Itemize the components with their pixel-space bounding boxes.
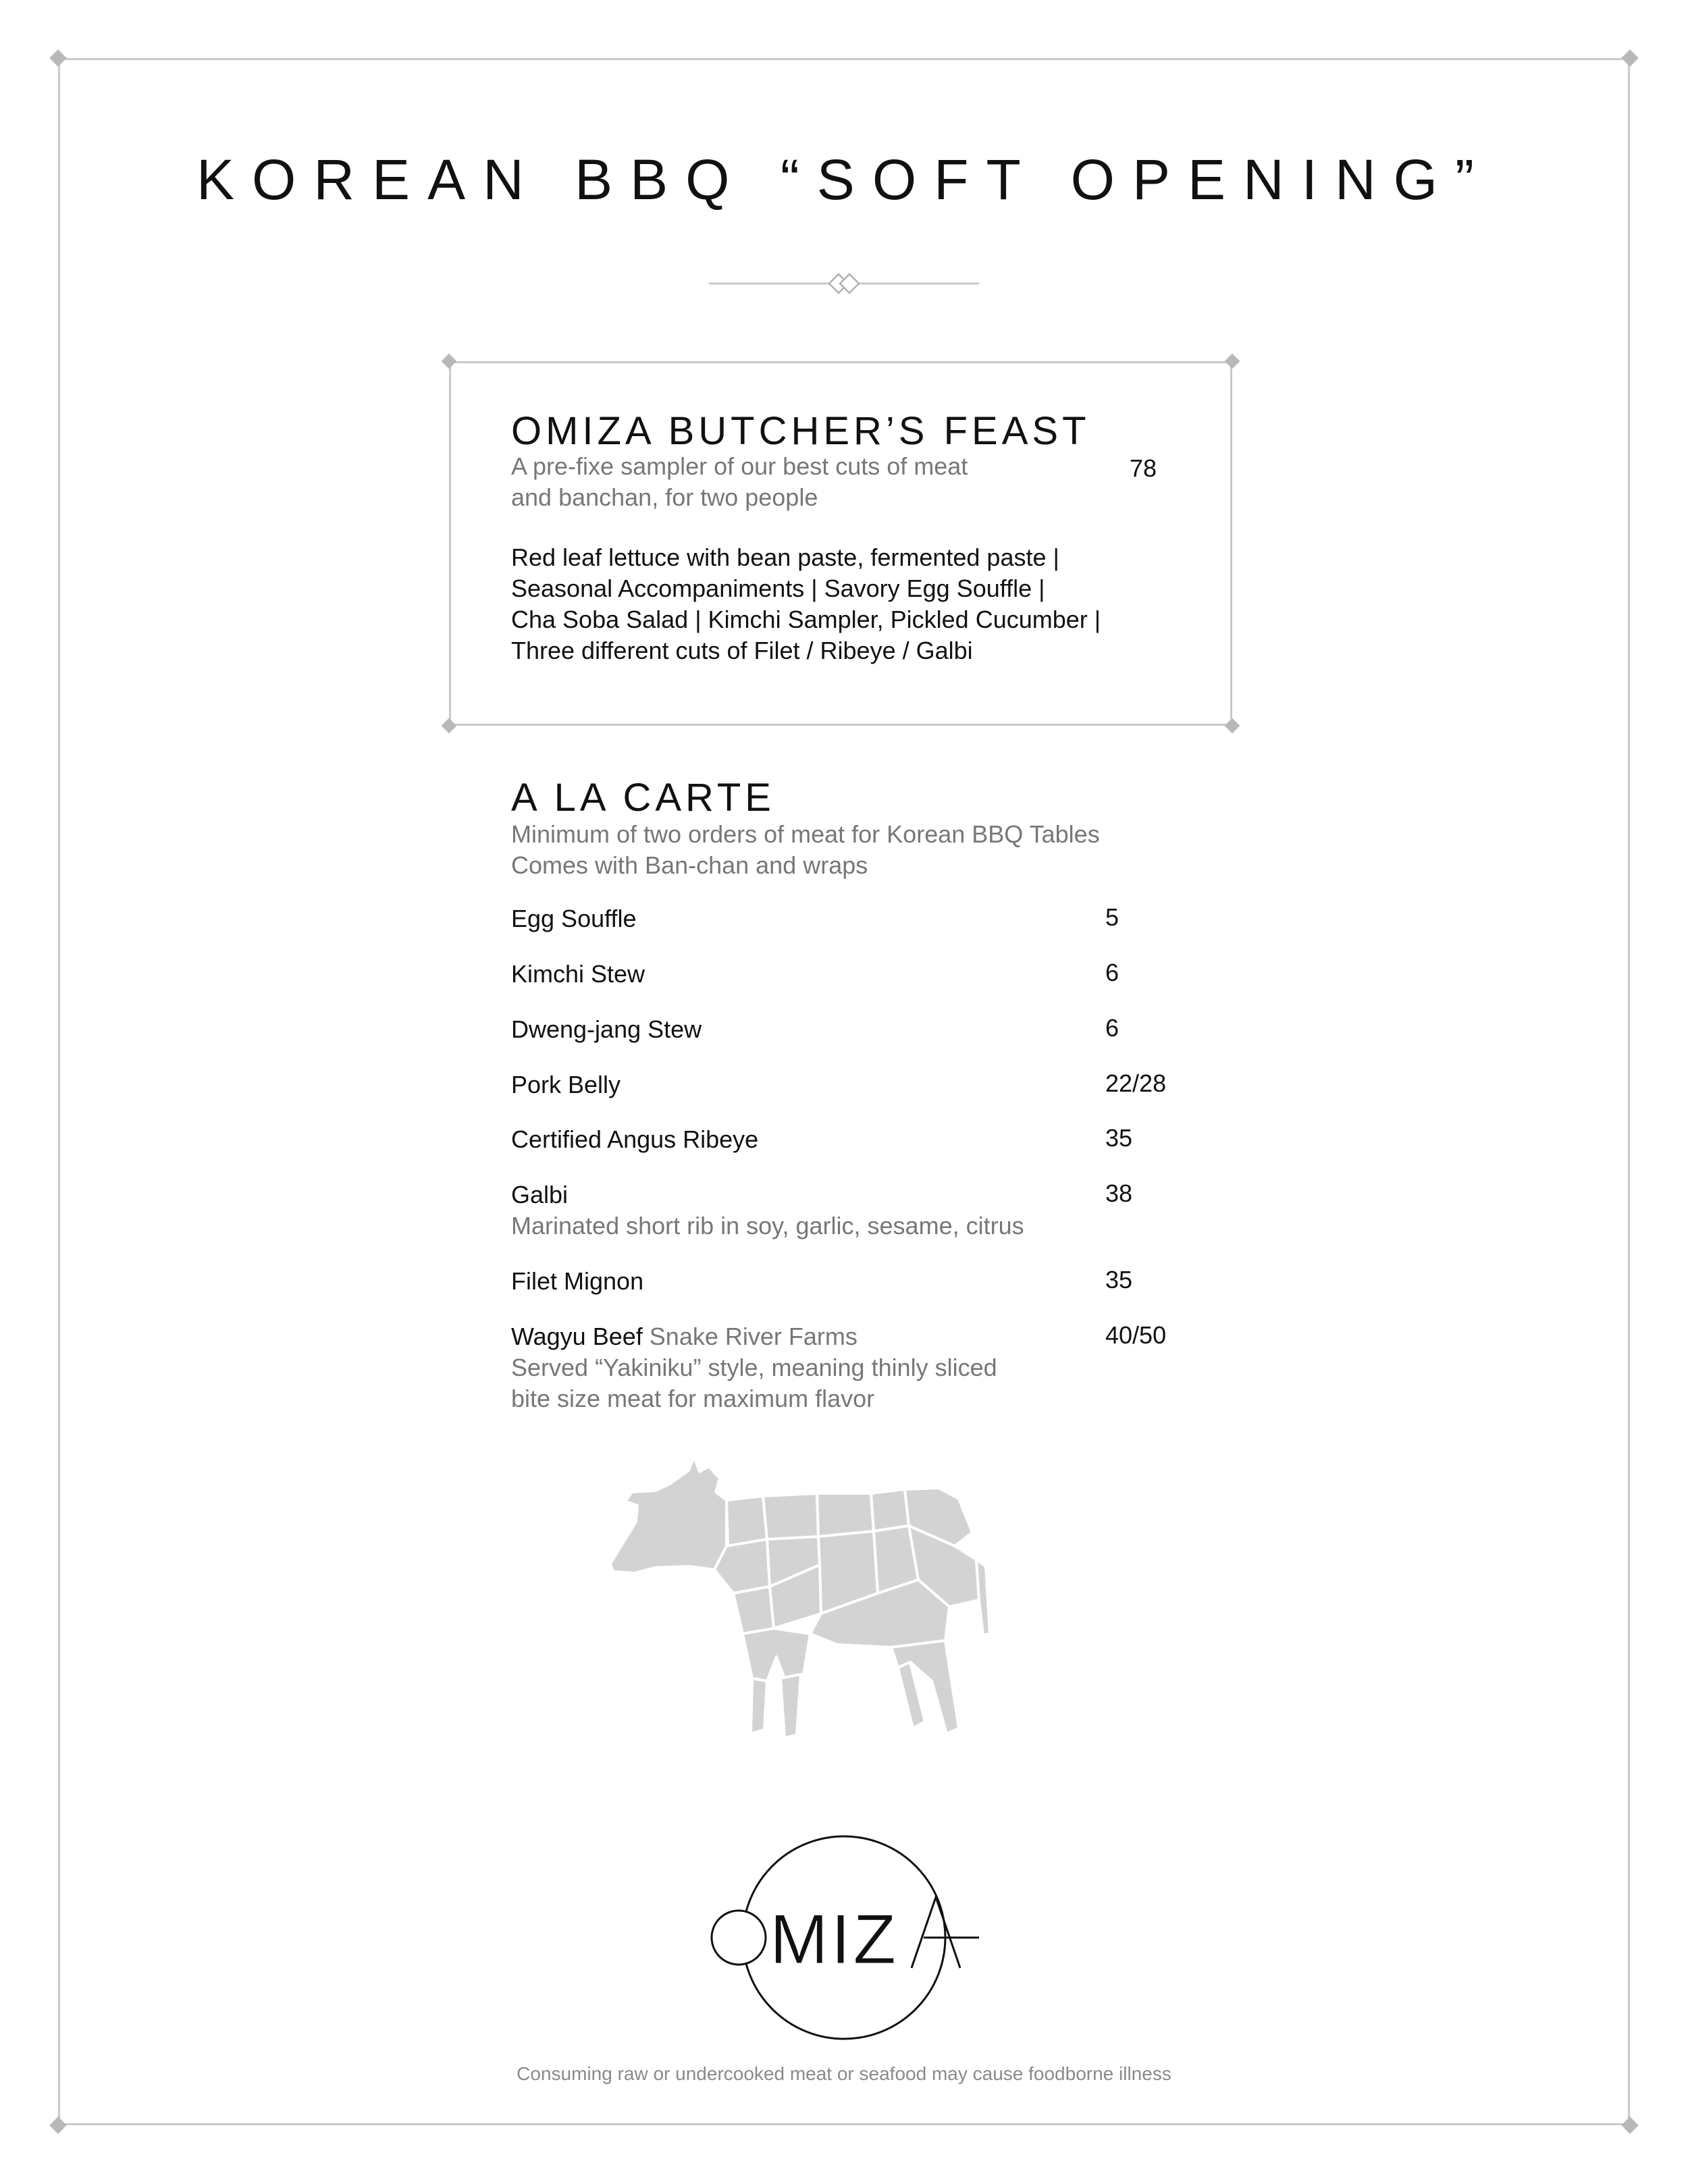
menu-item-price: 22/28 bbox=[1105, 1069, 1167, 1097]
feast-description-line: and banchan, for two people bbox=[511, 483, 818, 511]
menu-item-price: 35 bbox=[1105, 1124, 1133, 1152]
feast-description-line: A pre-fixe sampler of our best cuts of meat bbox=[511, 452, 968, 480]
menu-item-name: Pork Belly bbox=[511, 1071, 621, 1098]
feast-courses bbox=[511, 542, 1101, 666]
menu-item-name: Certified Angus Ribeye bbox=[511, 1125, 759, 1153]
feast-description bbox=[511, 451, 968, 513]
feast-price: 78 bbox=[1130, 454, 1157, 482]
feast-course-line: Cha Soba Salad | Kimchi Sampler, Pickled Cucumber | bbox=[511, 606, 1101, 633]
menu-item-price: 35 bbox=[1105, 1266, 1133, 1294]
menu-item-name: Wagyu Beef bbox=[511, 1323, 643, 1350]
menu-item-angus-ribeye bbox=[511, 1124, 1186, 1155]
feast-course-line: Seasonal Accompaniments | Savory Egg Souffle | bbox=[511, 575, 1045, 602]
menu-item-name: Filet Mignon bbox=[511, 1267, 644, 1295]
menu-item-price: 5 bbox=[1105, 903, 1119, 931]
menu-item-price: 40/50 bbox=[1105, 1321, 1167, 1349]
menu-item-price: 6 bbox=[1105, 959, 1119, 986]
menu-item-wagyu-beef bbox=[511, 1321, 1186, 1414]
menu-title: KOREAN BBQ “SOFT OPENING” bbox=[196, 148, 1492, 211]
menu-item-name: Galbi bbox=[511, 1181, 569, 1208]
omiza-logo bbox=[709, 1830, 979, 2046]
menu-item-dweng-jang-stew bbox=[511, 1014, 1186, 1045]
menu-item-egg-souffle bbox=[511, 903, 1186, 934]
menu-item-description: bite size meat for maximum flavor bbox=[511, 1385, 875, 1412]
menu-item-kimchi-stew bbox=[511, 959, 1186, 990]
menu-item-name-note: Snake River Farms bbox=[649, 1323, 858, 1350]
menu-item-filet-mignon bbox=[511, 1266, 1186, 1297]
menu-item-name: Kimchi Stew bbox=[511, 960, 645, 988]
menu-item-description: Served “Yakiniku” style, meaning thinly sliced bbox=[511, 1354, 997, 1381]
cow-cuts-illustration bbox=[608, 1451, 1013, 1762]
menu-item-name: Egg Souffle bbox=[511, 905, 637, 932]
menu-item-price: 6 bbox=[1105, 1014, 1119, 1042]
feast-course-line: Red leaf lettuce with bean paste, fermented paste | bbox=[511, 543, 1059, 571]
a-la-carte-description bbox=[511, 819, 1100, 881]
food-safety-disclaimer: Consuming raw or undercooked meat or seafood may cause foodborne illness bbox=[517, 2063, 1171, 2084]
menu-item-name: Dweng-jang Stew bbox=[511, 1015, 702, 1043]
a-la-carte-description-line: Minimum of two orders of meat for Korean BBQ Tables bbox=[511, 820, 1100, 848]
menu-item-galbi bbox=[511, 1179, 1186, 1242]
menu-item-pork-belly bbox=[511, 1069, 1186, 1100]
title-divider-ornament bbox=[709, 267, 979, 300]
feast-course-line: Three different cuts of Filet / Ribeye / Galbi bbox=[511, 637, 973, 664]
a-la-carte-description-line: Comes with Ban-chan and wraps bbox=[511, 851, 868, 879]
svg-text:MIZ: MIZ bbox=[770, 1900, 899, 1979]
feast-heading: OMIZA BUTCHER’S FEAST bbox=[511, 409, 1090, 453]
menu-item-price: 38 bbox=[1105, 1179, 1133, 1207]
menu-item-description: Marinated short rib in soy, garlic, sesame, citrus bbox=[511, 1212, 1024, 1240]
a-la-carte-heading: A LA CARTE bbox=[511, 776, 775, 820]
